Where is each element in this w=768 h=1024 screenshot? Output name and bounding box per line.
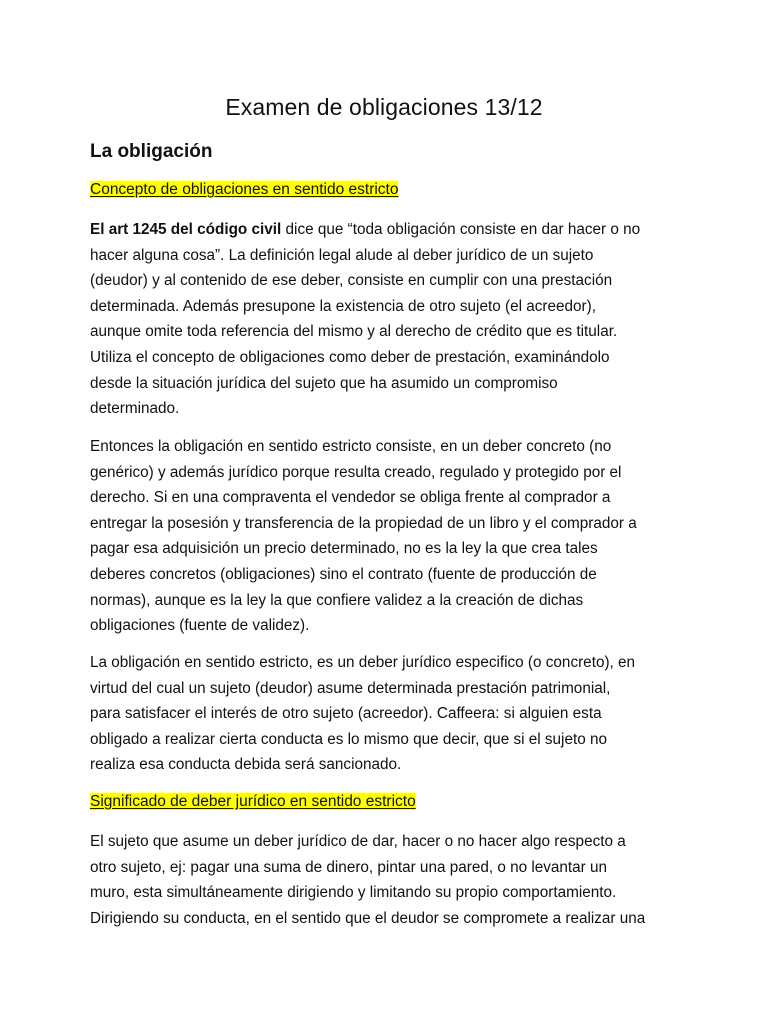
- paragraph-line: Dirigiendo su conducta, en el sentido que el deudor se compromete a realizar una: [90, 909, 646, 927]
- paragraph-line: hacer alguna cosa”. La definición legal alude al deber jurídico de un sujeto: [90, 246, 594, 264]
- paragraph-line: Entonces la obligación en sentido estricto consiste, en un deber concreto (no: [90, 438, 612, 455]
- paragraph-line: obligado a realizar cierta conducta es lo mismo que decir, que si el sujeto no: [90, 730, 607, 748]
- subheading-text: Significado de deber jurídico en sentido estricto: [90, 793, 416, 810]
- paragraph-line: determinada. Además presupone la existencia de otro sujeto (el acreedor),: [90, 297, 596, 315]
- paragraph-line: pagar esa adquisición un precio determinado, no es la ley la que crea tales: [90, 540, 598, 558]
- paragraph-line: derecho. Si en una compraventa el vendedor se obliga frente al comprador a: [90, 489, 611, 507]
- paragraph-sujeto-deber: [90, 829, 690, 931]
- bold-lead-text: El art 1245 del código civil: [90, 221, 282, 238]
- paragraph-line: virtud del cual un sujeto (deudor) asume determinada prestación patrimonial,: [90, 679, 611, 697]
- paragraph-line: aunque omite toda referencia del mismo y al derecho de crédito que es titular.: [90, 323, 618, 341]
- paragraph-line: otro sujeto, ej: pagar una suma de dinero, pintar una pared, o no levantar un: [90, 858, 608, 876]
- paragraph-line: [90, 217, 690, 243]
- paragraph-deber-juridico: [90, 650, 690, 778]
- paragraph-line: deberes concretos (obligaciones) sino el contrato (fuente de producción de: [90, 565, 597, 583]
- paragraph-line: desde la situación jurídica del sujeto que ha asumido un compromiso: [90, 374, 558, 392]
- section-heading: La obligación: [90, 141, 213, 162]
- paragraph-line: obligaciones (fuente de validez).: [90, 617, 310, 635]
- paragraph-line: entregar la posesión y transferencia de la propiedad de un libro y el comprador a: [90, 514, 637, 532]
- paragraph-line: para satisfacer el interés de otro sujeto (acreedor). Caffeera: si alguien esta: [90, 705, 602, 723]
- paragraph-line: genérico) y además jurídico porque resulta creado, regulado y protegido por el: [90, 463, 622, 481]
- subheading-text: Concepto de obligaciones en sentido estricto: [90, 181, 399, 198]
- paragraph-art-1245: [90, 217, 690, 422]
- document-title: Examen de obligaciones 13/12: [225, 94, 543, 120]
- paragraph-line: (deudor) y al contenido de ese deber, consiste en cumplir con una prestación: [90, 272, 613, 290]
- paragraph-line: Utiliza el concepto de obligaciones como deber de prestación, examinándolo: [90, 348, 610, 366]
- line-text: dice que “toda obligación consiste en dar hacer o no: [281, 221, 641, 238]
- paragraph-line: realiza esa conducta debida será sancionado.: [90, 756, 402, 774]
- highlighted-subheading-concepto: [90, 179, 398, 201]
- paragraph-line: normas), aunque es la ley la que confiere validez a la creación de dichas: [90, 591, 584, 609]
- paragraph-line: La obligación en sentido estricto, es un deber jurídico especifico (o concreto), en: [90, 654, 636, 671]
- paragraph-line: determinado.: [90, 400, 180, 418]
- paragraph-sentido-estricto: [90, 434, 690, 639]
- highlighted-subheading-significado: [90, 791, 416, 813]
- paragraph-line: El sujeto que asume un deber jurídico de dar, hacer o no hacer algo respecto a: [90, 833, 626, 850]
- paragraph-line: muro, esta simultáneamente dirigiendo y limitando su propio comportamiento.: [90, 884, 617, 902]
